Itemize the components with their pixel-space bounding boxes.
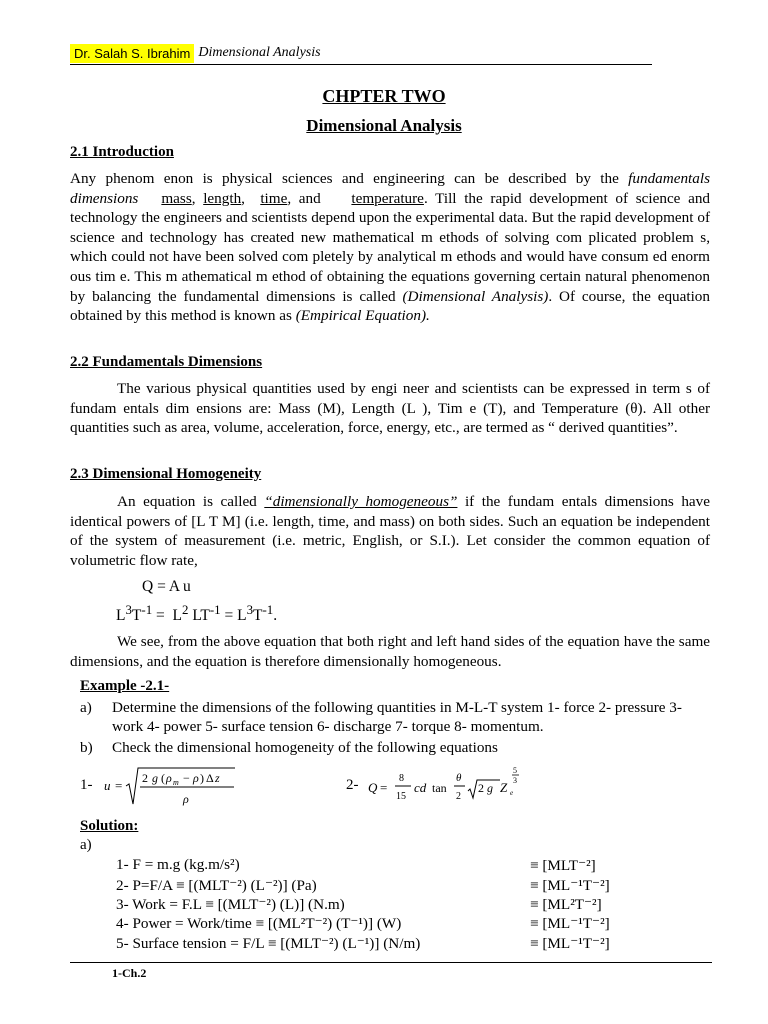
example-item-a: a) Determine the dimensions of the following quantities in M-L-T system 1- force 2- pressure 3- work 4- power 5- surface tension 6- discharge 7- torque 8- momentum.	[80, 699, 682, 735]
svg-text:z: z	[215, 771, 220, 785]
section-heading-fundamentals: 2.2 Fundamentals Dimensions	[70, 354, 263, 370]
svg-text:): )	[200, 771, 204, 785]
header-document-title: Dimensional Analysis	[198, 45, 321, 60]
svg-text:Z: Z	[500, 780, 508, 795]
svg-text:=: =	[115, 778, 123, 793]
formula-1-velocity	[100, 760, 240, 816]
svg-text:2: 2	[478, 781, 484, 795]
svg-text:g: g	[487, 781, 493, 795]
svg-text:2: 2	[456, 791, 461, 802]
example-item-b: b) Check the dimensional homogeneity of the following equations	[80, 739, 498, 756]
svg-text:u: u	[104, 778, 111, 793]
svg-text:=: =	[380, 780, 388, 795]
chapter-title: Dimensional Analysis	[306, 116, 462, 135]
solution-part-a-label: a)	[80, 837, 92, 853]
footer-rule	[70, 962, 712, 963]
solution-row-surface-tension: 5- Surface tension = F/L ≡ [(MLT⁻²) (L⁻¹)] (N/m) ≡ [ML⁻¹T⁻²]	[116, 935, 610, 952]
svg-text:e: e	[510, 789, 514, 797]
header-rule	[70, 64, 652, 65]
solution-row-work: 3- Work = F.L ≡ [(MLT⁻²) (L)] (N.m) ≡ [ML²T⁻²]	[116, 896, 602, 913]
svg-text:Q: Q	[368, 780, 378, 795]
page-header	[70, 42, 321, 64]
introduction-paragraph: Any phenom enon is physical sciences and engineering can be described by the fundamentals dimensions mass, length, time, and temperature. Till the rapid development of science and technology the engineers and scientists depend upon the experimental data. But the rapid development of science and technology has created new mathematical m ethods of solving com plicated problem s, which could not have been solved com pletely by analytical m ethods and would have consum ed enorm ous tim e. This m athematical m ethod of obtaining the equations governing certain natural phenomenon by balancing the fundamental dimensions is called (Dimensional Analysis). Of course, the equation obtained by this method is known as (Empirical Equation).	[70, 170, 711, 325]
svg-text:θ: θ	[456, 772, 462, 784]
formula-2-label: 2-	[346, 777, 359, 793]
formula-2-discharge	[366, 762, 536, 808]
fundamentals-paragraph: The various physical quantities used by engi neer and scientists can be expressed in term s of fundam entals dim ensions are: Mass (M), Length (L ), Tim e (T), and Temperature (θ). All other quantities such as area, volume, acceleration, force, energy, etc., are termed as “ derived quantities”.	[70, 380, 710, 437]
svg-text:(: (	[161, 771, 165, 785]
svg-text:ρ: ρ	[193, 771, 199, 785]
solution-heading: Solution:	[80, 818, 139, 834]
homogeneity-conclusion: We see, from the above equation that both right and left hand sides of the equation have the same dimensions, and the equation is therefore dimensionally homogeneous.	[70, 633, 710, 670]
svg-text:−: −	[183, 771, 190, 785]
svg-text:15: 15	[396, 791, 406, 802]
page-number: 1-Ch.2	[112, 966, 147, 980]
svg-text:5: 5	[513, 766, 517, 775]
dimension-equation: $L^3T^{-1} = L^2$ $LT^{-1} = L^3T^{-1}$.	[116, 602, 278, 625]
svg-text:ρ: ρ	[166, 771, 172, 785]
section-heading-homogeneity: 2.3 Dimensional Homogeneity	[70, 466, 262, 482]
formula-1-label: 1-	[80, 777, 93, 793]
section-heading-introduction: 2.1 Introduction	[70, 144, 174, 160]
svg-text:Δ: Δ	[206, 771, 214, 785]
example-heading: Example -2.1-	[80, 678, 170, 694]
svg-text:8: 8	[399, 773, 404, 784]
solution-row-pressure: 2- P=F/A ≡ [(MLT⁻²) (L⁻²)] (Pa) ≡ [ML⁻¹T⁻²]	[116, 877, 610, 894]
svg-text:2: 2	[142, 771, 148, 785]
svg-text:3: 3	[513, 776, 517, 785]
solution-row-power: 4- Power = Work/time ≡ [(ML²T⁻²) (T⁻¹)] (W) ≡ [ML⁻¹T⁻²]	[116, 915, 610, 932]
svg-text:cd: cd	[414, 780, 427, 795]
flow-rate-equation: Q = A u	[142, 578, 191, 595]
chapter-heading: CHPTER TWO	[322, 86, 446, 106]
svg-text:g: g	[152, 771, 158, 785]
svg-text:tan: tan	[432, 781, 447, 795]
solution-row-force: 1- F = m.g (kg.m/s²) ≡ [MLT⁻²]	[116, 856, 596, 874]
header-author: Dr. Salah S. Ibrahim	[70, 44, 194, 63]
homogeneity-paragraph: An equation is called “dimensionally homogeneous” if the fundam entals dimensions have identical powers of [L T M] (i.e. length, time, and mass) on both sides. Such an equation be independent of the system of measurement (i.e. metric, English, or S.I.). Let consider the common equation of volumetric flow rate,	[70, 493, 711, 569]
svg-text:m: m	[173, 778, 179, 787]
svg-text:ρ: ρ	[183, 792, 189, 806]
